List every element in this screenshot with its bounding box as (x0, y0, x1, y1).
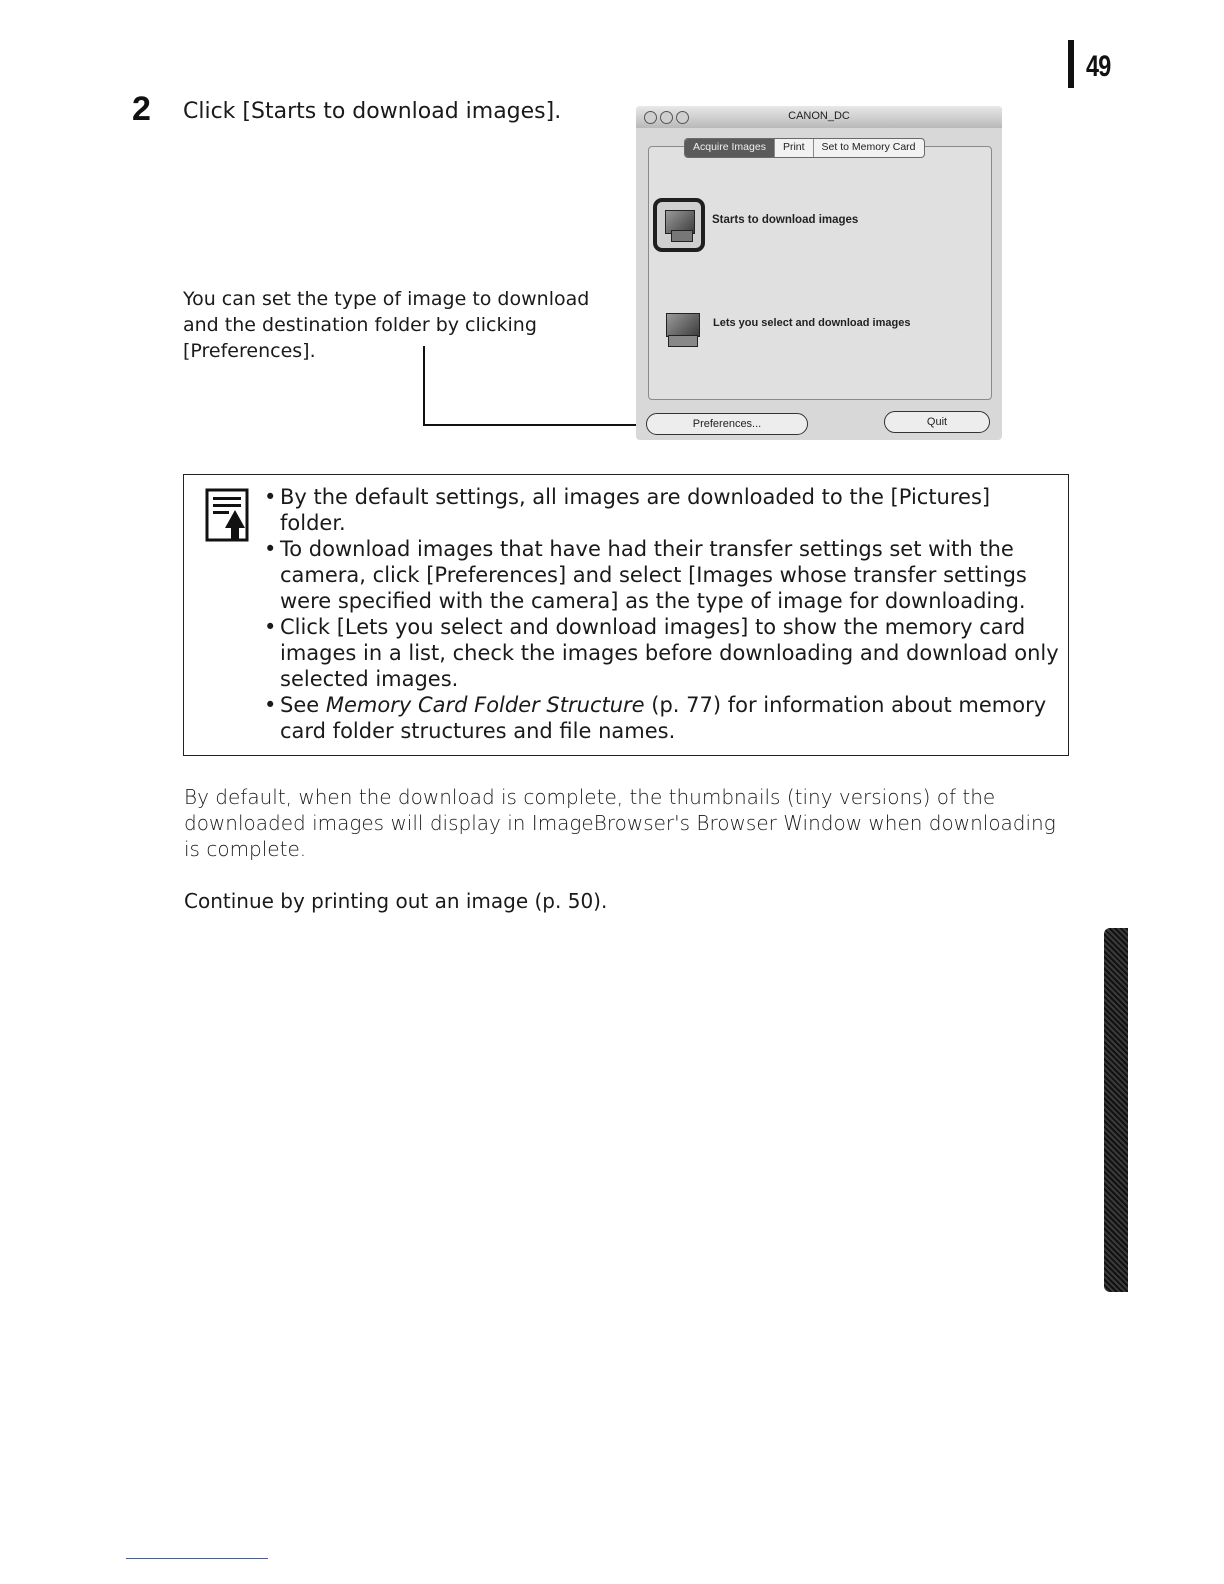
camera-list-icon (666, 313, 700, 337)
canon-dc-dialog (636, 106, 1002, 440)
dialog-titlebar (636, 106, 1002, 128)
callout-line-horizontal (423, 424, 653, 426)
tab-set-to-memory-card[interactable]: Set to Memory Card (821, 141, 916, 153)
page-number: 49 (1086, 50, 1111, 83)
note-item: • To download images that have had their transfer settings set with the camera, click [Preferences] and select [Images whose transfer settings were specified with the camera] as the type of image for downloading. (262, 536, 1062, 614)
preferences-note: You can set the type of image to download and the destination folder by clicking [Preferences]. (183, 288, 590, 362)
quit-button[interactable]: Quit (884, 411, 990, 433)
dialog-title: CANON_DC (788, 110, 850, 122)
preferences-button[interactable]: Preferences... (646, 413, 808, 435)
callout-line-vertical (423, 346, 425, 426)
chapter-side-tab (1104, 928, 1128, 1292)
note-item-prefix: See (280, 693, 326, 717)
arrow-icon (671, 230, 693, 242)
step-instruction: Click [Starts to download images]. (183, 99, 562, 124)
list-icon (668, 335, 698, 347)
note-item: • Click [Lets you select and download images] to show the memory card images in a list, check the images before downloading and download only selected images. (262, 614, 1062, 692)
starts-to-download-label: Starts to download images (712, 214, 859, 226)
page-number-bar (1068, 40, 1074, 88)
acquire-panel (648, 146, 992, 400)
body-paragraph: Continue by printing out an image (p. 50). (184, 889, 608, 913)
dialog-tab-bar (684, 138, 925, 158)
note-item-suffix: (p. 77) for information about memory card folder structures and file names. (280, 693, 1047, 743)
note-item (262, 692, 1062, 744)
note-item: • By the default settings, all images are downloaded to the [Pictures] folder. (262, 484, 1062, 536)
note-list (262, 484, 1062, 744)
note-item-reference-title: Memory Card Folder Structure (325, 693, 645, 717)
footer-rule (126, 1558, 268, 1559)
note-icon (205, 488, 249, 542)
select-and-download-button[interactable] (662, 309, 704, 349)
tab-acquire-images[interactable]: Acquire Images (685, 139, 775, 157)
select-and-download-label: Lets you select and download images (713, 317, 911, 329)
step-number: 2 (132, 90, 151, 128)
starts-to-download-button[interactable] (653, 198, 705, 252)
body-paragraph: By default, when the download is complete, the thumbnails (tiny versions) of the downloaded images will display in ImageBrowser's Browser Window when downloading is complete. (184, 785, 1056, 861)
tab-print[interactable]: Print (775, 139, 814, 157)
